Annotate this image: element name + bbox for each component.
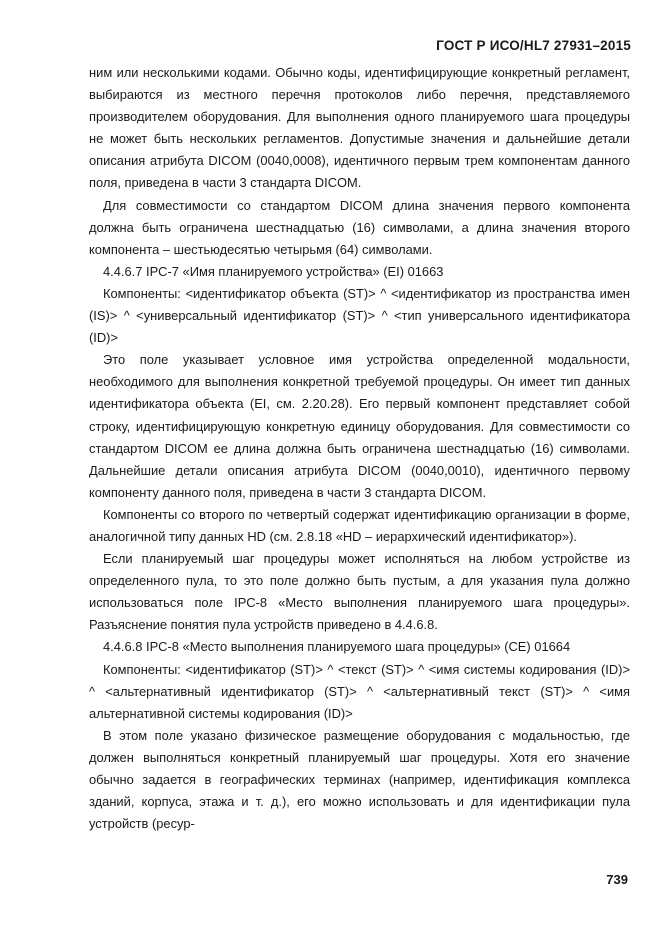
page-number: 739 <box>606 872 628 887</box>
paragraph-continuation: ним или несколькими кодами. Обычно коды, идентифицирующие конкретный регламент, выбираются из местного перечня протоколов либо перечня, представляемого производителем оборудования. Для выполнения одного планируемого шага процедуры не может быть нескольких регламентов. Допустимые значения и дальнейшие детали описания атрибута DICOM (0040,0008), идентичного первым трем компонентам данного поля, приведена в части 3 стандарта DICOM. <box>89 65 630 191</box>
paragraph-ipc8-description: В этом поле указано физическое размещение оборудования с модальностью, где должен выполняться конкретный планируемый шаг процедуры. Хотя его значение обычно задается в географических терминах (например, идентификация комплекса зданий, корпуса, этажа и т. д.), его можно использовать и для идентификации пула устройств (ресур- <box>89 727 630 832</box>
paragraph-dicom-length: Для совместимости со стандартом DICOM длина значения первого компонента должна быть ограничена шестнадцатью (16) символами, а длина значения второго компонента – шестьюдесятью четырьмя (64) символами. <box>89 197 630 257</box>
paragraph-ipc7-components: Компоненты: <идентификатор объекта (ST)> ^ <идентификатор из пространства имен (IS)> ^ <универсальный идентификатор (ST)> ^ <тип универсального идентификатора (ID)> <box>89 285 630 346</box>
paragraph-ipc7-description: Это поле указывает условное имя устройства определенной модальности, необходимого для выполнения конкретной требуемой процедуры. Он имеет тип данных идентификатора объекта (EI, см. 2.20.28). Его первый компонент представляет собой строку, идентифицирующую конкретную единицу оборудования. Для совместимости со стандартом DICOM ее длина должна быть ограничена шестнадцатью (16) символами. Дальнейшие детали описания атрибута DICOM (0040,0010), идентичного первому компоненту данного поля, приведена в части 3 стандарта DICOM. <box>89 352 630 500</box>
section-heading-ipc8: 4.4.6.8 IPC-8 «Место выполнения планируемого шага процедуры» (CE) 01664 <box>103 639 571 655</box>
paragraph-ipc8-components: Компоненты: <идентификатор (ST)> ^ <текст (ST)> ^ <имя системы кодирования (ID)> ^ <альтернативный идентификатор (ST)> ^ <альтернативный текст (ST)> ^ <имя альтернативной системы кодирования (ID)> <box>89 661 630 721</box>
standard-header: ГОСТ Р ИСО/HL7 27931–2015 <box>436 38 631 53</box>
document-body <box>89 62 630 835</box>
paragraph-ipc7-organization: Компоненты со второго по четвертый содержат идентификацию организации в форме, аналогичной типу данных HD (см. 2.8.18 «HD – иерархический идентификатор»). <box>89 506 630 544</box>
section-heading-ipc7: 4.4.6.7 IPC-7 «Имя планируемого устройства» (EI) 01663 <box>103 263 444 279</box>
paragraph-ipc7-pool: Если планируемый шаг процедуры может исполняться на любом устройстве из определенного пула, то это поле должно быть пустым, а для указания пула должно использоваться поле IPC-8 «Место выполнения планируемого шага процедуры». Разъяснение понятия пула устройств приведено в 4.4.6.8. <box>89 551 630 633</box>
